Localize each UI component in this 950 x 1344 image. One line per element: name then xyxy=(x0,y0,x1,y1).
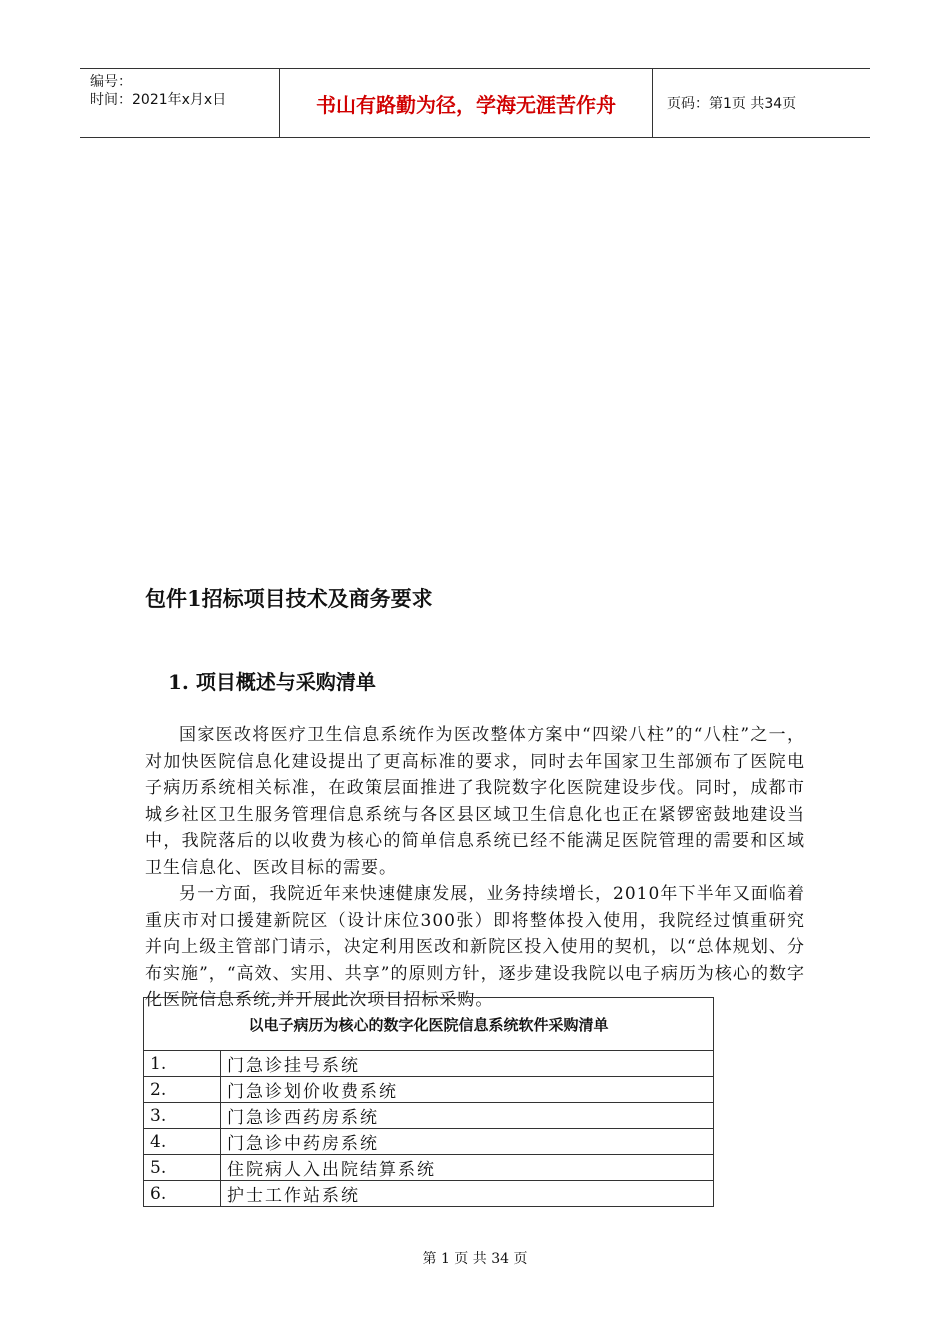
row-number: 5. xyxy=(144,1155,221,1181)
row-number: 3. xyxy=(144,1103,221,1129)
row-number: 4. xyxy=(144,1129,221,1155)
table-row xyxy=(144,1077,714,1103)
page-header xyxy=(80,68,870,138)
row-number: 1. xyxy=(144,1051,221,1077)
body-text xyxy=(145,722,805,1014)
paragraph: 另一方面，我院近年来快速健康发展，业务持续增长，2010年下半年又面临着重庆市对口援建新院区（设计床位300张）即将整体投入使用，我院经过慎重研究并向上级主管部门请示，决定利用医改和新院区投入使用的契机，以“总体规划、分布实施”，“高效、实用、共享”的原则方针，逐步建设我院以电子病历为核心的数字化医院信息系统,并开展此次项目招标采购。 xyxy=(145,884,805,1010)
page-footer: 第 1 页 共 34 页 xyxy=(422,1251,528,1267)
header-meta xyxy=(80,69,280,137)
procurement-table xyxy=(143,997,714,1207)
row-name: 门急诊中药房系统 xyxy=(221,1129,714,1155)
row-name: 住院病人入出院结算系统 xyxy=(221,1155,714,1181)
number-label: 编号： xyxy=(90,74,132,90)
table-row xyxy=(144,1155,714,1181)
table-row xyxy=(144,1103,714,1129)
paragraph: 国家医改将医疗卫生信息系统作为医改整体方案中“四梁八柱”的“八柱”之一，对加快医院信息化建设提出了更高标准的要求，同时去年国家卫生部颁布了医院电子病历系统相关标准，在政策层面推进了我院数字化医院建设步伐。同时，成都市城乡社区卫生服务管理信息系统与各区县区域卫生信息化也正在紧锣密鼓地建设当中，我院落后的以收费为核心的简单信息系统已经不能满足医院管理的需要和区域卫生信息化、医改目标的需要。 xyxy=(145,725,805,878)
row-name: 门急诊西药房系统 xyxy=(221,1103,714,1129)
row-name: 门急诊划价收费系统 xyxy=(221,1077,714,1103)
section-title: 1. 项目概述与采购清单 xyxy=(168,670,376,694)
time-label: 时间：2021年x月x日 xyxy=(90,92,227,108)
table-title: 以电子病历为核心的数字化医院信息系统软件采购清单 xyxy=(144,998,714,1051)
row-name: 护士工作站系统 xyxy=(221,1181,714,1207)
row-number: 2. xyxy=(144,1077,221,1103)
table-row xyxy=(144,1051,714,1077)
table-row xyxy=(144,1129,714,1155)
document-title: 包件1招标项目技术及商务要求 xyxy=(145,586,433,611)
header-page-info: 页码：第1页 共34页 xyxy=(667,96,797,112)
header-motto: 书山有路勤为径，学海无涯苦作舟 xyxy=(280,69,653,137)
table-row xyxy=(144,1181,714,1207)
row-number: 6. xyxy=(144,1181,221,1207)
row-name: 门急诊挂号系统 xyxy=(221,1051,714,1077)
